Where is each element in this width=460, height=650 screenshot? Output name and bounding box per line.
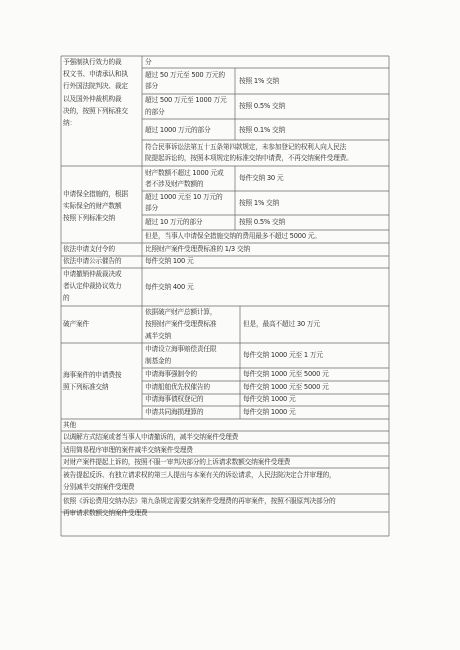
other-row: 依照《诉讼费用交纳办法》第九条规定需要交纳案件受理费的再审案件，按照不服原判决部分的 bbox=[63, 497, 336, 505]
label-line: 纳： bbox=[63, 119, 76, 127]
row-label: 依法申请公示催告的 bbox=[63, 257, 122, 265]
enforcement-note: 符合民事诉讼法第五十五条第四款规定，未参加登记的权利人向人民法 bbox=[145, 143, 347, 151]
other-row: 对财产案件提起上诉的，按照不服一审判决部分的上诉请求数额交纳案件受理费 bbox=[63, 458, 291, 466]
preservation-note: 但是，当事人申请保全措施交纳的费用最多不超过 5000 元。 bbox=[145, 232, 321, 240]
label-line: 者认定仲裁协议效力 bbox=[63, 282, 122, 290]
label-line: 决的，按照下列标准交 bbox=[63, 107, 128, 115]
fee-cell: 每件交纳 100 元 bbox=[145, 257, 194, 265]
other-row: 再审请求数额交纳案件受理费 bbox=[63, 509, 148, 517]
label-line: 权文书、申请承认和执 bbox=[63, 70, 128, 78]
range-cell: 超过 1000 元至 10 万元的 bbox=[145, 193, 223, 201]
label-line: 申请撤销仲裁裁决或 bbox=[63, 270, 122, 278]
range-cell: 部分 bbox=[145, 204, 158, 212]
label-line: 的 bbox=[63, 294, 70, 302]
fee-cell: 按照 0.5% 交纳 bbox=[239, 218, 285, 226]
range-cell: 部分 bbox=[145, 82, 158, 90]
fee-cell: 按照 0.5% 交纳 bbox=[239, 102, 285, 110]
label-line: 海事案件的申请费按 bbox=[63, 371, 122, 379]
range-cell: 超过 50 万元至 500 万元的 bbox=[145, 71, 225, 79]
maritime-item: 申请海事强制令的 bbox=[145, 370, 197, 378]
range-cell: 者不涉及财产数额的 bbox=[145, 180, 204, 188]
fee-cell: 每件交纳 30 元 bbox=[239, 174, 284, 182]
range-cell: 的部分 bbox=[145, 108, 165, 116]
other-row: 被告提起反诉、有独立请求权的第三人提出与本案有关的诉讼请求，人民法院决定合并审理的， bbox=[63, 471, 336, 479]
fee-cell: 每件交纳 400 元 bbox=[145, 283, 194, 291]
fee-cell: 按照 0.1% 交纳 bbox=[239, 126, 285, 134]
fee-cell: 按照 1% 交纳 bbox=[239, 199, 280, 207]
bankruptcy-cap: 但是，最高不超过 30 万元 bbox=[243, 320, 320, 328]
other-row: 分别减半交纳案件受理费 bbox=[63, 483, 135, 491]
maritime-item: 申请海事债权登记的 bbox=[145, 395, 204, 403]
row-label: 依法申请支付令的 bbox=[63, 245, 115, 253]
fee-cell: 按照 1% 交纳 bbox=[239, 77, 280, 85]
maritime-item: 制基金的 bbox=[145, 357, 171, 365]
other-heading: 其他 bbox=[63, 421, 76, 429]
label-line: 行外国法院判决、裁定 bbox=[63, 82, 128, 90]
maritime-item: 申请设立海事赔偿责任限 bbox=[145, 345, 217, 353]
bankruptcy-desc: 按照财产案件受理费标准 bbox=[145, 320, 217, 328]
label-line: 予强制执行效力的裁 bbox=[63, 58, 122, 66]
label-line: 照下列标准交纳 bbox=[63, 383, 109, 391]
range-cell: 超过 1000 万元的部分 bbox=[145, 126, 211, 134]
label-line: 实际保全的财产数额 bbox=[63, 202, 122, 210]
label-line: 申请保全措施的，根据 bbox=[63, 190, 128, 198]
fee-cell: 每件交纳 1000 元 bbox=[243, 395, 296, 403]
range-cell: 超过 500 万元至 1000 万元 bbox=[145, 96, 227, 104]
label-line: 以及国外仲裁机构裁 bbox=[63, 95, 122, 103]
fee-cell: 每件交纳 1000 元至 5000 元 bbox=[243, 370, 329, 378]
other-row: 适用简易程序审理的案件减半交纳案件受理费 bbox=[63, 446, 193, 454]
range-cell: 超过 10 万元的部分 bbox=[145, 218, 203, 226]
fee-cell: 每件交纳 1000 元 bbox=[243, 408, 296, 416]
label-line: 按照下列标准交纳 bbox=[63, 214, 115, 222]
enforcement-note: 院提起诉讼的，按照本项规定的标准交纳申请费，不再交纳案件受理费。 bbox=[145, 154, 353, 162]
bankruptcy-desc: 依据破产财产总额计算， bbox=[145, 308, 217, 316]
maritime-item: 申请船舶优先权催告的 bbox=[145, 383, 210, 391]
enforcement-col-header: 分 bbox=[145, 58, 152, 66]
maritime-item: 申请共同海损理算的 bbox=[145, 408, 204, 416]
range-cell: 财产数额不超过 1000 元或 bbox=[145, 169, 224, 177]
fee-cell: 每件交纳 1000 元至 5000 元 bbox=[243, 383, 329, 391]
fee-cell: 每件交纳 1000 元至 1 万元 bbox=[243, 351, 323, 359]
bankruptcy-desc: 减半交纳 bbox=[145, 332, 171, 340]
other-row: 以调解方式结案或者当事人申请撤诉的，减半交纳案件受理费 bbox=[63, 433, 239, 441]
fee-cell: 比照财产案件受理费标准的 1/3 交纳 bbox=[145, 245, 250, 253]
row-label: 破产案件 bbox=[63, 320, 89, 328]
